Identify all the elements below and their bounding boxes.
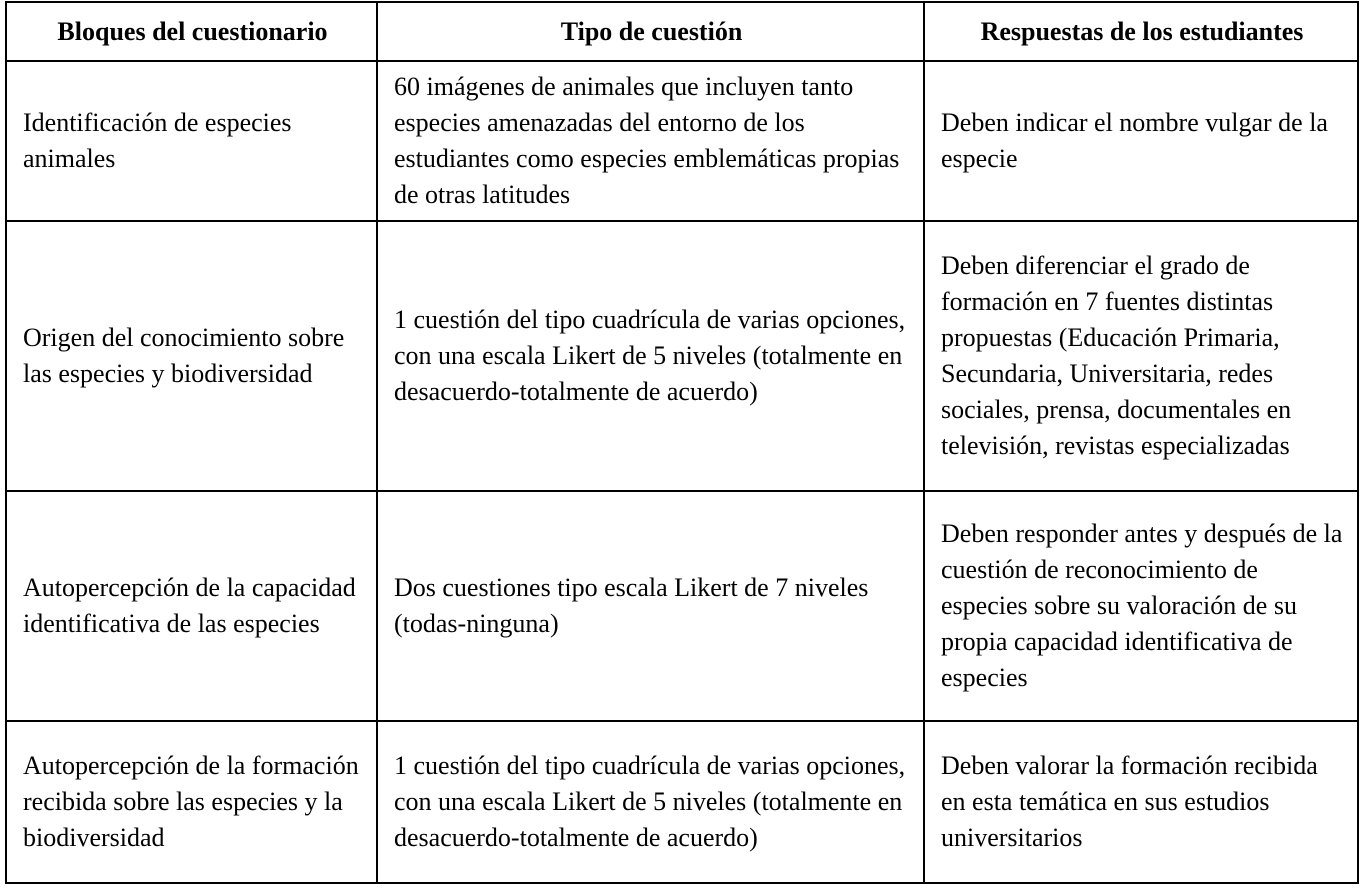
cell-response: Deben indicar el nombre vulgar de la especie: [924, 61, 1358, 221]
header-question-type: Tipo de cuestión: [377, 2, 924, 61]
questionnaire-table: [5, 1, 1359, 884]
cell-block: Autopercepción de la formación recibida sobre las especies y la biodiversidad: [6, 721, 377, 883]
cell-block: Identificación de especies animales: [6, 61, 377, 221]
cell-type: 60 imágenes de animales que incluyen tanto especies amenazadas del entorno de los estudiantes como especies emblemáticas propias de otras latitudes: [377, 61, 924, 221]
header-row: [6, 2, 1358, 61]
cell-type: 1 cuestión del tipo cuadrícula de varias opciones, con una escala Likert de 5 niveles (totalmente en desacuerdo-totalmente de acuerdo): [377, 721, 924, 883]
cell-type: 1 cuestión del tipo cuadrícula de varias opciones, con una escala Likert de 5 niveles (totalmente en desacuerdo-totalmente de acuerdo): [377, 221, 924, 491]
cell-block: Origen del conocimiento sobre las especies y biodiversidad: [6, 221, 377, 491]
cell-response: Deben responder antes y después de la cuestión de reconocimiento de especies sobre su valoración de su propia capacidad identificativa de especies: [924, 491, 1358, 721]
table-row: [6, 491, 1358, 721]
cell-type: Dos cuestiones tipo escala Likert de 7 niveles (todas-ninguna): [377, 491, 924, 721]
table-row: [6, 721, 1358, 883]
table-row: [6, 221, 1358, 491]
cell-response: Deben valorar la formación recibida en esta temática en sus estudios universitarios: [924, 721, 1358, 883]
cell-block: Autopercepción de la capacidad identificativa de las especies: [6, 491, 377, 721]
cell-response: Deben diferenciar el grado de formación en 7 fuentes distintas propuestas (Educación Primaria, Secundaria, Universitaria, redes sociales, prensa, documentales en televisión, revistas especializadas: [924, 221, 1358, 491]
header-responses: Respuestas de los estudiantes: [924, 2, 1358, 61]
header-blocks: Bloques del cuestionario: [6, 2, 377, 61]
table-row: [6, 61, 1358, 221]
